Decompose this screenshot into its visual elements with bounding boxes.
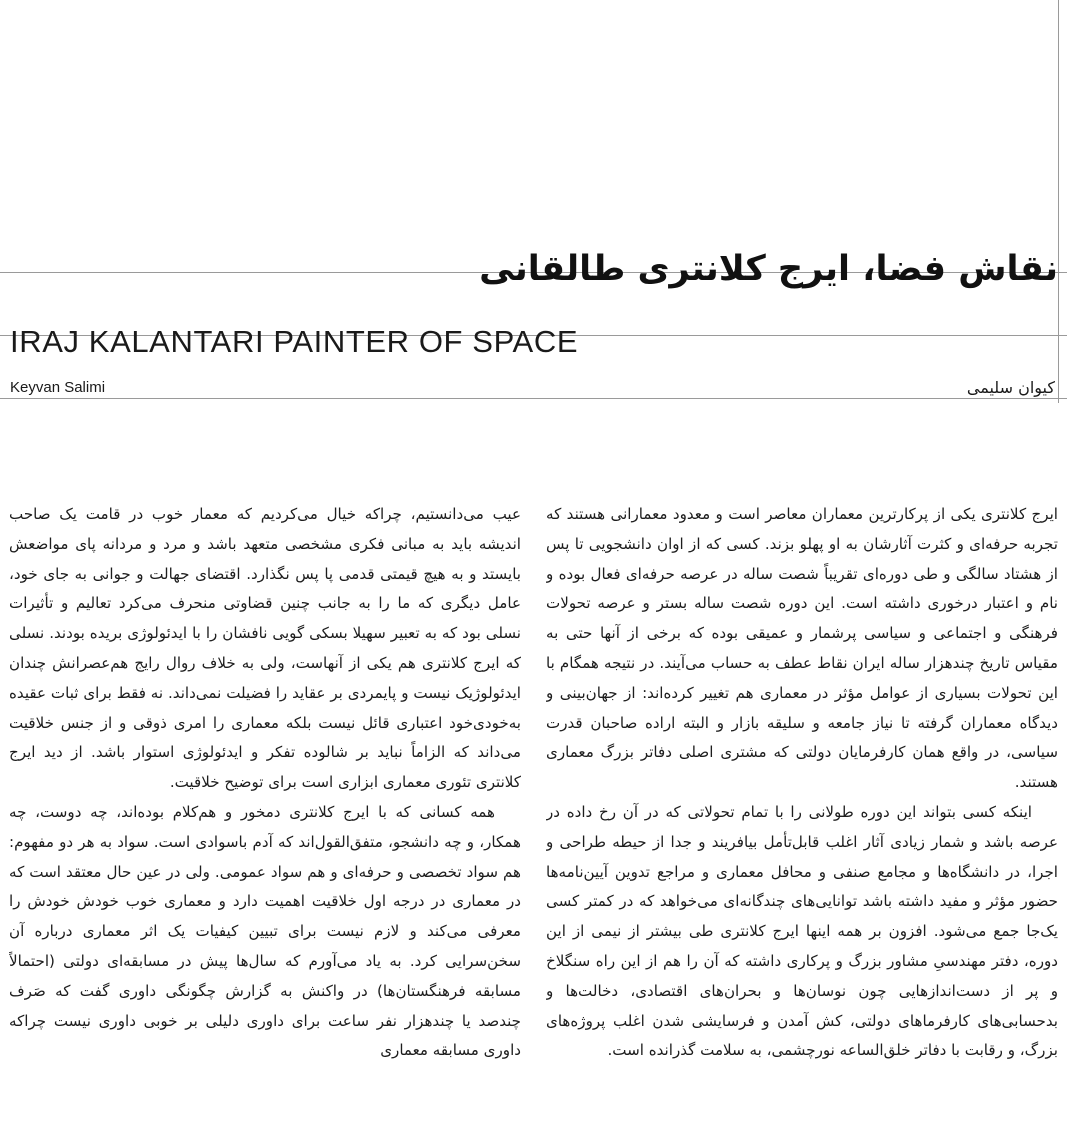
paragraph: همه کسانی که با ایرج کلانتری دمخور و هم‌کلام بوده‌اند، چه دوست، چه همکار، و چه دانشجو، متفق‌القول‌اند که آدم باسوادی است. سواد به هر دو مفهوم: هم سواد تخصصی و حرفه‌ای و هم سواد عمومی. ولی در عین حال معتقد است که در معماری در درجه اول خلاقیت اهمیت دارد و معماری خوب خودش خودش را معرفی می‌کند و لازم نیست برای تبیین کیفیات یک اثر معماری درباره آن سخن‌سرایی کرد. به یاد می‌آورم که سال‌ها پیش در مسابقه‌ای دولتی (احتمالاً مسابقه فرهنگستان‌ها) در واکنش به گزارش چگونگی داوری گفت که صَرف چندصد یا چندهزار نفر ساعت برای داوری دلیلی بر خوبی داوری نیست چراکه داوری مسابقه معماری bbox=[9, 802, 521, 1060]
paragraph: اینکه کسی بتواند این دوره طولانی را با تمام تحولاتی که در آن رخ داده در عرصه باشد و شمار زیادی آثار اغلب قابل‌تأمل بیافریند و جدا از حیطه طراحی و اجرا، در دانشگاه‌ها و مجامع صنفی و محافل معماری و مراجع تدوین آیین‌نامه‌ها حضور مؤثر و مفید داشته باشد توانایی‌های چندگانه‌ای می‌خواهد که در کمتر کسی یک‌جا جمع می‌شود. افزون بر همه اینها ایرج کلانتری طی بیشتر از نیمی از این دوره، دفتر مهندسیِ مشاور بزرگ و پرکاری داشته که آن را هم از این راه سنگلاخ و پر از دست‌اندازهایی چون نوسان‌ها و بحران‌های اقتصادی، دخالت‌ها و بدحسابی‌های کارفرماهای دولتی، کش آمدن و فرسایشی شدن اغلب پروژه‌های بزرگ، و رقابت با دفاتر خلق‌الساعه نورچشمی، به سلامت گذرانده است. bbox=[546, 802, 1058, 1060]
paragraph: ایرج کلانتری یکی از پرکارترین معماران معاصر است و معدود معمارانی هستند که تجربه حرفه‌ای و کثرت آثارشان به او پهلو بزند. کسی که از اوان دانشجویی تا پس از هشتاد سالگی و طی دوره‌ای تقریباً شصت ساله در عرصه حرفه‌ای فعال بوده و نام و اعتبار درخوری داشته است. این دوره شصت ساله بستر و عرصه تحولات فرهنگی و اجتماعی و سیاسی پرشمار و عمیقی بوده که برخی از آنها حتی به مقیاس تاریخ چندهزار ساله ایران نقاط عطف به حساب می‌آیند. در نتیجه همگام با این تحولات بسیاری از عوامل مؤثر در معماری هم تغییر کرده‌اند: از جهان‌بینی و دیدگاه معماران گرفته تا نیاز جامعه و سلیقه بازار و البته اراده صاحبان قدرت سیاسی، در واقع همان کارفرمایان دولتی که مشتری اصلی دفاتر بزرگ معماری هستند. bbox=[546, 505, 1058, 792]
byline-author-persian: کیوان سلیمی bbox=[961, 378, 1055, 397]
column-left bbox=[9, 500, 521, 1122]
paragraph: عیب می‌دانستیم، چراکه خیال می‌کردیم که معمار خوب در قامت یک صاحب اندیشه باید به مبانی فکری مشخصی متعهد باشد و مرد و مردانه پای مواضعش بایستد و به هیچ قیمتی قدمی پا پس نگذارد. اقتضای جهالت و جوانی به جای خود، عامل دیگری که ما را به جانب چنین قضاوتی منحرف می‌کرد تعالیم و تأثیرات نسلی بود که به تعبیر سهیلا بسکی گویی نافشان را با ایدئولوژی بریده بودند. نسلی که ایرج کلانتری هم یکی از آنهاست، ولی به خلاف روال رایج هم‌عصرانش چندان ایدئولوژیک نیست و پایمردی بر عقاید را فضیلت نمی‌داند. نه فقط برای ثبات عقیده به‌خودی‌خود اعتباری قائل نیست بلکه معماری را امری ذوقی و از جنس خلاقیت می‌داند که الزاماً نباید بر شالوده تفکر و ایدئولوژی استوار باشد. از دید ایرج کلانتری تئوری معماری ابزاری است برای توضیح خلاقیت. bbox=[9, 505, 521, 792]
column-right bbox=[546, 500, 1058, 1122]
page-title-persian: نقاش فضا، ایرج کلانتری طالقانی bbox=[479, 249, 1058, 290]
page-title-english: IRAJ KALANTARI PAINTER OF SPACE bbox=[10, 323, 579, 359]
article-body bbox=[0, 500, 1067, 1122]
byline-rule bbox=[0, 398, 1067, 399]
byline-author-english: Keyvan Salimi bbox=[10, 379, 111, 397]
